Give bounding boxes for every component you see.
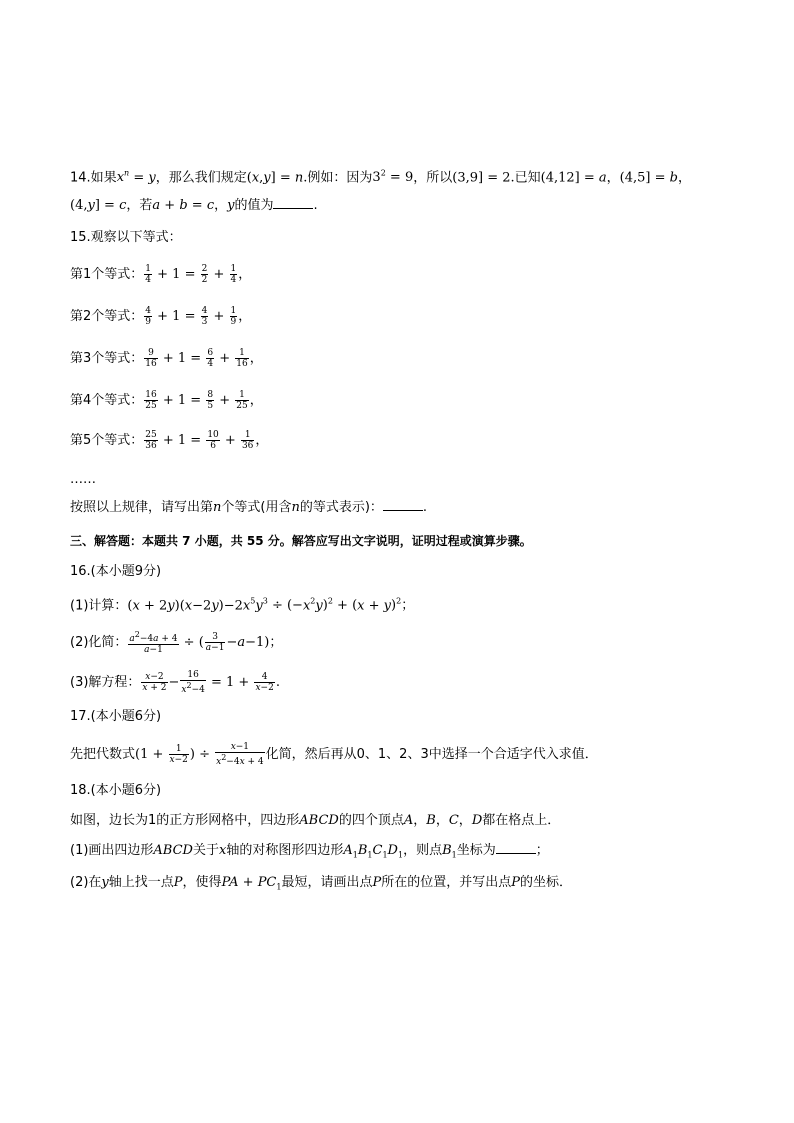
q18-part2: (2)在y轴上找一点P，使得PA + $PC_1$最短，请画出点P所在的位置，并写出点P的坐标．	[70, 875, 573, 892]
q14-line1: 14.如果$x^n = y$，那么我们规定(x,y] = n.例如：因为$3^2 = 9$，所以(3,9] = 2.已知(4,12] = a，(4,5] = b，	[70, 169, 691, 186]
answer-blank	[496, 841, 536, 854]
q15-title: 15.观察以下等式：	[70, 230, 182, 245]
q18-text: 如图，边长为1的正方形网格中，四边形ABCD的四个顶点A，B，C，D都在格点上．	[70, 813, 561, 828]
q17-title: 17.(本小题6分)	[70, 709, 162, 724]
q17-text: 先把代数式(1 + $\frac{1}{x-2}$ ) ÷ $\frac{x-1}{x^2-4x + 4}$ 化简，然后再从0、1、2、3中选择一个合适字代入求值．	[70, 742, 598, 767]
q16-part2: (2)化简： $\frac{a^2-4a + 4}{a-1}$ ÷ ( $\frac{3}{a-1}$ −a−1)；	[70, 630, 283, 655]
q15-eq4: 第4个等式： $\frac{16}{25}$ + 1 = $\frac{8}{5}$ + $\frac{1}{25}$ ，	[70, 390, 263, 411]
answer-blank	[273, 196, 313, 209]
q15-eq3: 第3个等式： $\frac{9}{16}$ + 1 = $\frac{6}{4}$ + $\frac{1}{16}$ ，	[70, 348, 263, 369]
q18-title: 18.(本小题6分)	[70, 783, 162, 798]
section-title: 三、解答题：本题共 7 小题，共 55 分。解答应写出文字说明，证明过程或演算步骤。	[70, 534, 532, 548]
q15-ellipsis: ……	[70, 472, 96, 487]
q15-eq5: 第5个等式： $\frac{25}{36}$ + 1 = $\frac{10}{6}$ + $\frac{1}{36}$ ，	[70, 430, 269, 451]
q15-eq1: 第1个等式： $\frac{1}{4}$ + 1 = $\frac{2}{2}$ + $\frac{1}{4}$ ，	[70, 264, 252, 285]
q18-part1: (1)画出四边形ABCD关于x轴的对称图形四边形$A_1B_1C_1D_1$，则点$B_1$坐标为 ；	[70, 843, 549, 860]
q16-title: 16.(本小题9分)	[70, 564, 162, 579]
q16-part3: (3)解方程： $\frac{x-2}{x + 2}$ − $\frac{16}{x^2-4}$ = 1 + $\frac{4}{x-2}$ .	[70, 670, 280, 695]
q14-line2: (4,y] = c，若a + b = c，y的值为 .	[70, 198, 318, 213]
q15-ask: 按照以上规律，请写出第n个等式(用含n的等式表示)： .	[70, 500, 428, 515]
answer-blank	[383, 498, 423, 511]
q16-part1: (1)计算：$(x + 2y)(x-2y)-2x^5y^3 \div (-x^2y)^2 + (x + y)^2$；	[70, 597, 415, 614]
q15-eq2: 第2个等式： $\frac{4}{9}$ + 1 = $\frac{4}{3}$ + $\frac{1}{9}$ ，	[70, 306, 252, 327]
